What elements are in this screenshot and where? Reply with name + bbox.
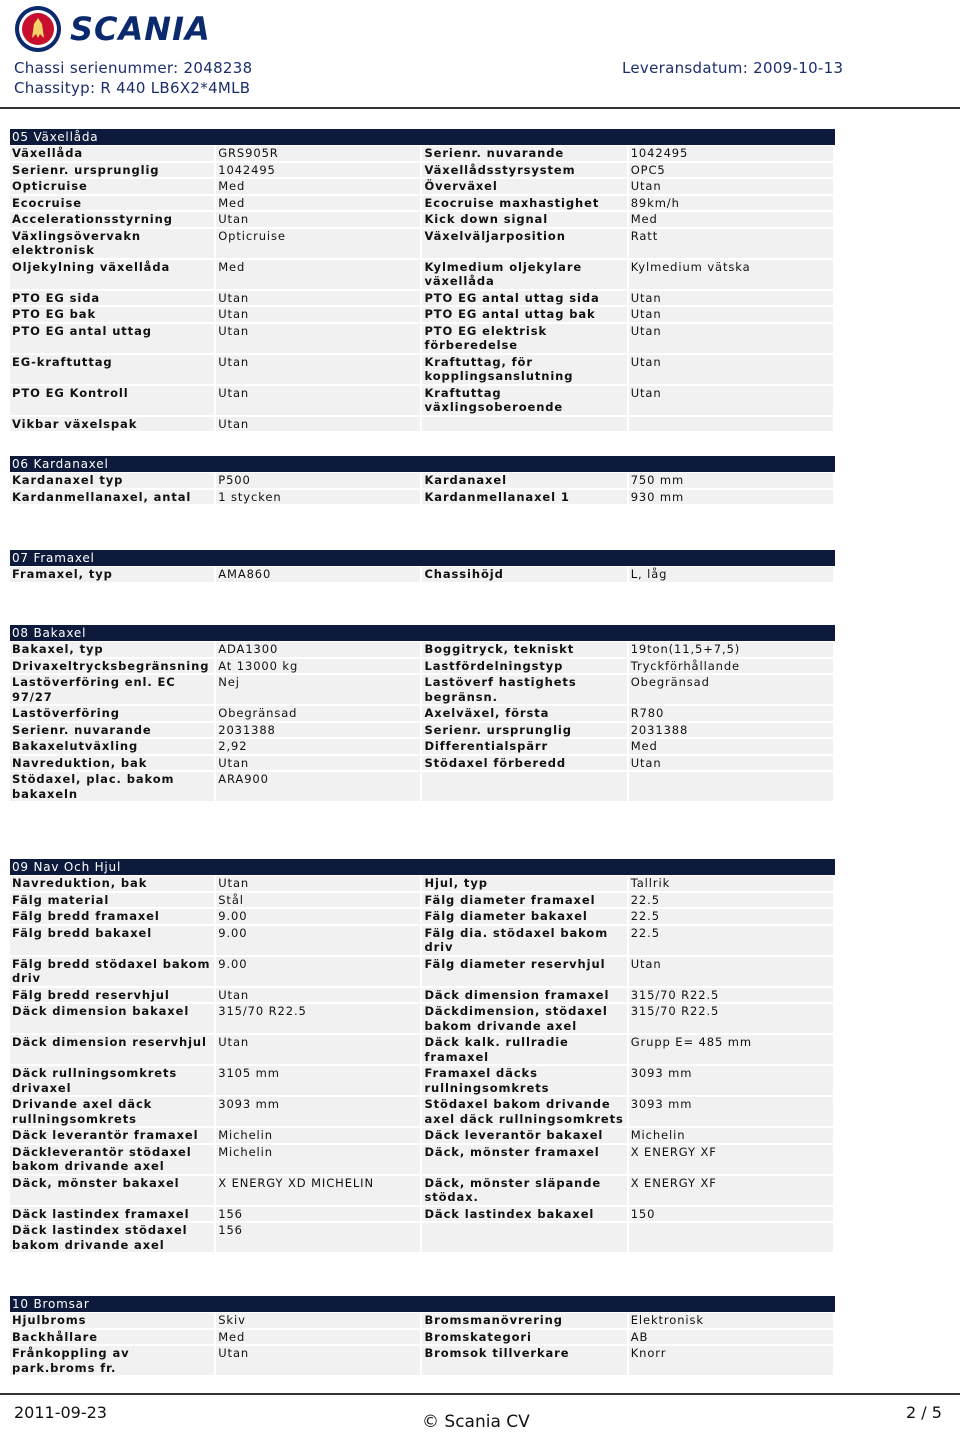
spec-value: R780 xyxy=(629,706,835,721)
spec-label: Hjul, typ xyxy=(422,876,628,891)
spec-value: X ENERGY XF xyxy=(629,1145,835,1174)
spec-label: Oljekylning växellåda xyxy=(10,260,216,289)
spec-label: Fälg diameter bakaxel xyxy=(422,909,628,924)
spec-table xyxy=(10,144,835,433)
spec-label: Däck lastindex stödaxel bakom drivande axel xyxy=(10,1223,216,1252)
spec-label: Fälg material xyxy=(10,893,216,908)
spec-label: Backhållare xyxy=(10,1330,216,1345)
spec-label: Lastöverföring enl. EC 97/27 xyxy=(10,675,216,704)
spec-label: Navreduktion, bak xyxy=(10,756,216,771)
spec-label: Boggitryck, tekniskt xyxy=(422,642,628,657)
spec-value: Utan xyxy=(216,417,422,432)
spec-label: Bakaxel, typ xyxy=(10,642,216,657)
spec-row xyxy=(10,417,835,432)
spec-label: Differentialspärr xyxy=(422,739,628,754)
spec-row xyxy=(10,1145,835,1174)
spec-label: Opticruise xyxy=(10,179,216,194)
spec-label xyxy=(422,417,628,432)
spec-value: X ENERGY XD MICHELIN xyxy=(216,1176,422,1205)
spec-value: Utan xyxy=(216,291,422,306)
spec-value: 1042495 xyxy=(629,146,835,161)
spec-value xyxy=(629,772,835,801)
spec-row xyxy=(10,1035,835,1064)
spec-value: Michelin xyxy=(629,1128,835,1143)
section-title: 06 Kardanaxel xyxy=(10,456,835,472)
spec-row xyxy=(10,473,835,488)
spec-table xyxy=(10,471,835,506)
spec-row xyxy=(10,876,835,891)
spec-row xyxy=(10,1004,835,1033)
spec-row xyxy=(10,146,835,161)
spec-value: Ratt xyxy=(629,229,835,258)
spec-row xyxy=(10,291,835,306)
spec-label: Drivaxeltrycksbegränsning xyxy=(10,659,216,674)
spec-value: Utan xyxy=(216,1035,422,1064)
spec-row xyxy=(10,1330,835,1345)
spec-value: Utan xyxy=(629,386,835,415)
spec-value: ARA900 xyxy=(216,772,422,801)
spec-row xyxy=(10,212,835,227)
chassis-serial: Chassi serienummer: 2048238 xyxy=(14,59,253,77)
spec-label: Stödaxel bakom drivande axel däck rullningsomkrets xyxy=(422,1097,628,1126)
spec-label: Däck rullningsomkrets drivaxel xyxy=(10,1066,216,1095)
spec-value: 2031388 xyxy=(629,723,835,738)
spec-row xyxy=(10,772,835,801)
spec-label: Bromskategori xyxy=(422,1330,628,1345)
spec-value: Med xyxy=(629,212,835,227)
brand-name: SCANIA xyxy=(70,10,211,48)
spec-label: Däck dimension reservhjul xyxy=(10,1035,216,1064)
spec-label: PTO EG antal uttag sida xyxy=(422,291,628,306)
spec-value: Utan xyxy=(216,988,422,1003)
spec-value: Utan xyxy=(216,307,422,322)
spec-label: Framaxel, typ xyxy=(10,567,216,582)
spec-row xyxy=(10,642,835,657)
spec-label: Bromsmanövrering xyxy=(422,1313,628,1328)
spec-row xyxy=(10,163,835,178)
spec-value: Utan xyxy=(629,355,835,384)
spec-row xyxy=(10,1066,835,1095)
spec-label: Axelväxel, första xyxy=(422,706,628,721)
spec-row xyxy=(10,1097,835,1126)
spec-label: PTO EG antal uttag bak xyxy=(422,307,628,322)
spec-value xyxy=(629,417,835,432)
spec-row xyxy=(10,490,835,505)
spec-value xyxy=(629,1223,835,1252)
section-0 xyxy=(10,129,835,433)
spec-label: Lastfördelningstyp xyxy=(422,659,628,674)
spec-value: Utan xyxy=(216,876,422,891)
spec-value: 9.00 xyxy=(216,909,422,924)
spec-label: Kraftuttag växlingsoberoende xyxy=(422,386,628,415)
spec-value: Stål xyxy=(216,893,422,908)
spec-label: Kardanmellanaxel, antal xyxy=(10,490,216,505)
spec-value: 22.5 xyxy=(629,909,835,924)
spec-value: 19ton(11,5+7,5) xyxy=(629,642,835,657)
spec-value: Med xyxy=(216,260,422,289)
spec-label: Fälg diameter reservhjul xyxy=(422,957,628,986)
spec-label: Däck lastindex framaxel xyxy=(10,1207,216,1222)
spec-label: Däckdimension, stödaxel bakom drivande axel xyxy=(422,1004,628,1033)
spec-row xyxy=(10,229,835,258)
spec-label: Stödaxel, plac. bakom bakaxeln xyxy=(10,772,216,801)
spec-value: AB xyxy=(629,1330,835,1345)
spec-label: Växellådsstyrsystem xyxy=(422,163,628,178)
spec-label: Accelerationsstyrning xyxy=(10,212,216,227)
section-4 xyxy=(10,859,835,1254)
spec-value: 750 mm xyxy=(629,473,835,488)
spec-label: Fälg dia. stödaxel bakom driv xyxy=(422,926,628,955)
spec-label: Däck dimension framaxel xyxy=(422,988,628,1003)
spec-row xyxy=(10,1176,835,1205)
spec-value: 22.5 xyxy=(629,893,835,908)
spec-label: Däck, mönster bakaxel xyxy=(10,1176,216,1205)
spec-label: Kick down signal xyxy=(422,212,628,227)
spec-row xyxy=(10,307,835,322)
spec-row xyxy=(10,196,835,211)
spec-value: 930 mm xyxy=(629,490,835,505)
spec-label xyxy=(422,1223,628,1252)
spec-value: Grupp E= 485 mm xyxy=(629,1035,835,1064)
spec-row xyxy=(10,324,835,353)
spec-label: Däck lastindex bakaxel xyxy=(422,1207,628,1222)
spec-value: Opticruise xyxy=(216,229,422,258)
spec-label: Fälg bredd bakaxel xyxy=(10,926,216,955)
spec-value: Med xyxy=(216,196,422,211)
spec-label: Navreduktion, bak xyxy=(10,876,216,891)
section-1 xyxy=(10,456,835,506)
spec-label: Kraftuttag, för kopplingsanslutning xyxy=(422,355,628,384)
spec-value: Obegränsad xyxy=(629,675,835,704)
spec-value: 9.00 xyxy=(216,926,422,955)
spec-value: Utan xyxy=(216,1346,422,1375)
page-number: 2 / 5 xyxy=(906,1403,942,1422)
copyright: © Scania CV xyxy=(422,1412,530,1432)
spec-label: Drivande axel däck rullningsomkrets xyxy=(10,1097,216,1126)
spec-label: Kardanmellanaxel 1 xyxy=(422,490,628,505)
spec-value: OPC5 xyxy=(629,163,835,178)
section-3 xyxy=(10,625,835,803)
spec-value: Utan xyxy=(216,212,422,227)
spec-label: Lastöverf hastighets begränsn. xyxy=(422,675,628,704)
chassis-type: Chassityp: R 440 LB6X2*4MLB xyxy=(14,79,251,97)
spec-row xyxy=(10,386,835,415)
spec-label: Chassihöjd xyxy=(422,567,628,582)
spec-label: Däck leverantör framaxel xyxy=(10,1128,216,1143)
spec-row xyxy=(10,926,835,955)
spec-value: 3093 mm xyxy=(629,1097,835,1126)
spec-label: Växlingsövervakn elektronisk xyxy=(10,229,216,258)
spec-row xyxy=(10,1207,835,1222)
spec-value: Utan xyxy=(629,179,835,194)
spec-label: Däck, mönster släpande stödax. xyxy=(422,1176,628,1205)
spec-row xyxy=(10,909,835,924)
spec-value: AMA860 xyxy=(216,567,422,582)
spec-row xyxy=(10,1128,835,1143)
header-divider xyxy=(0,107,960,109)
spec-row xyxy=(10,957,835,986)
spec-label: PTO EG Kontroll xyxy=(10,386,216,415)
spec-label: Hjulbroms xyxy=(10,1313,216,1328)
spec-value: Elektronisk xyxy=(629,1313,835,1328)
spec-row xyxy=(10,355,835,384)
spec-value: Tallrik xyxy=(629,876,835,891)
spec-value: Med xyxy=(629,739,835,754)
spec-value: Utan xyxy=(216,756,422,771)
spec-row xyxy=(10,675,835,704)
scania-logo xyxy=(12,4,211,54)
spec-table xyxy=(10,640,835,803)
spec-value: Utan xyxy=(216,355,422,384)
spec-value: GRS905R xyxy=(216,146,422,161)
spec-value: Utan xyxy=(216,324,422,353)
delivery-date: Leveransdatum: 2009-10-13 xyxy=(622,59,844,77)
spec-label: Överväxel xyxy=(422,179,628,194)
spec-label: Frånkoppling av park.broms fr. xyxy=(10,1346,216,1375)
spec-value: X ENERGY XF xyxy=(629,1176,835,1205)
spec-label: PTO EG elektrisk förberedelse xyxy=(422,324,628,353)
spec-label: Däck, mönster framaxel xyxy=(422,1145,628,1174)
spec-value: 150 xyxy=(629,1207,835,1222)
spec-label: Fälg bredd stödaxel bakom driv xyxy=(10,957,216,986)
spec-value: 3093 mm xyxy=(216,1097,422,1126)
spec-value: 9.00 xyxy=(216,957,422,986)
spec-label: Bakaxelutväxling xyxy=(10,739,216,754)
spec-value: Tryckförhållande xyxy=(629,659,835,674)
spec-label: Lastöverföring xyxy=(10,706,216,721)
spec-value: 156 xyxy=(216,1207,422,1222)
spec-row xyxy=(10,260,835,289)
section-5 xyxy=(10,1296,835,1377)
spec-label: Däckleverantör stödaxel bakom drivande axel xyxy=(10,1145,216,1174)
spec-value: 1042495 xyxy=(216,163,422,178)
spec-row xyxy=(10,893,835,908)
spec-value: Obegränsad xyxy=(216,706,422,721)
spec-label: Fälg bredd framaxel xyxy=(10,909,216,924)
spec-row xyxy=(10,1346,835,1375)
spec-row xyxy=(10,756,835,771)
spec-value: Utan xyxy=(629,324,835,353)
spec-label: Växelväljarposition xyxy=(422,229,628,258)
spec-value: Kylmedium vätska xyxy=(629,260,835,289)
spec-label: Kardanaxel xyxy=(422,473,628,488)
spec-value: Utan xyxy=(216,386,422,415)
spec-label: Serienr. ursprunglig xyxy=(422,723,628,738)
spec-label: Fälg diameter framaxel xyxy=(422,893,628,908)
spec-label: Däck dimension bakaxel xyxy=(10,1004,216,1033)
spec-label: Däck kalk. rullradie framaxel xyxy=(422,1035,628,1064)
spec-value: P500 xyxy=(216,473,422,488)
print-date: 2011-09-23 xyxy=(14,1403,107,1422)
spec-value: Med xyxy=(216,179,422,194)
spec-row xyxy=(10,659,835,674)
spec-value: 156 xyxy=(216,1223,422,1252)
section-title: 10 Bromsar xyxy=(10,1296,835,1312)
spec-value: Skiv xyxy=(216,1313,422,1328)
spec-label: PTO EG bak xyxy=(10,307,216,322)
spec-value: Med xyxy=(216,1330,422,1345)
spec-label: Vikbar växelspak xyxy=(10,417,216,432)
spec-label: Stödaxel förberedd xyxy=(422,756,628,771)
spec-value: At 13000 kg xyxy=(216,659,422,674)
spec-label: Serienr. ursprunglig xyxy=(10,163,216,178)
spec-value: Utan xyxy=(629,756,835,771)
spec-label: PTO EG antal uttag xyxy=(10,324,216,353)
spec-value: Utan xyxy=(629,957,835,986)
section-title: 09 Nav Och Hjul xyxy=(10,859,835,875)
spec-value: L, låg xyxy=(629,567,835,582)
griffin-emblem-icon xyxy=(12,4,64,54)
section-2 xyxy=(10,550,835,584)
spec-value: 3093 mm xyxy=(629,1066,835,1095)
spec-row xyxy=(10,723,835,738)
spec-label: Kylmedium oljekylare växellåda xyxy=(422,260,628,289)
spec-label: Fälg bredd reservhjul xyxy=(10,988,216,1003)
spec-label: Däck leverantör bakaxel xyxy=(422,1128,628,1143)
spec-label: Ecocruise maxhastighet xyxy=(422,196,628,211)
spec-row xyxy=(10,988,835,1003)
spec-table xyxy=(10,565,835,584)
spec-label: Ecocruise xyxy=(10,196,216,211)
spec-table xyxy=(10,874,835,1254)
spec-value: Knorr xyxy=(629,1346,835,1375)
spec-value: 315/70 R22.5 xyxy=(629,1004,835,1033)
spec-row xyxy=(10,1223,835,1252)
section-title: 07 Framaxel xyxy=(10,550,835,566)
spec-label: Serienr. nuvarande xyxy=(10,723,216,738)
spec-value: Utan xyxy=(629,307,835,322)
spec-label: Kardanaxel typ xyxy=(10,473,216,488)
spec-row xyxy=(10,739,835,754)
footer-divider xyxy=(0,1393,960,1395)
spec-value: Michelin xyxy=(216,1128,422,1143)
spec-value: 2031388 xyxy=(216,723,422,738)
spec-value: Michelin xyxy=(216,1145,422,1174)
spec-label: PTO EG sida xyxy=(10,291,216,306)
spec-row xyxy=(10,179,835,194)
spec-label: Växellåda xyxy=(10,146,216,161)
spec-row xyxy=(10,1313,835,1328)
spec-label: Bromsok tillverkare xyxy=(422,1346,628,1375)
spec-value: 1 stycken xyxy=(216,490,422,505)
section-title: 08 Bakaxel xyxy=(10,625,835,641)
spec-value: 3105 mm xyxy=(216,1066,422,1095)
spec-value: 315/70 R22.5 xyxy=(629,988,835,1003)
spec-value: 89km/h xyxy=(629,196,835,211)
spec-table xyxy=(10,1311,835,1377)
spec-value: Nej xyxy=(216,675,422,704)
spec-value: 315/70 R22.5 xyxy=(216,1004,422,1033)
spec-row xyxy=(10,706,835,721)
spec-value: ADA1300 xyxy=(216,642,422,657)
spec-value: 22.5 xyxy=(629,926,835,955)
spec-label: Framaxel däcks rullningsomkrets xyxy=(422,1066,628,1095)
spec-value: 2,92 xyxy=(216,739,422,754)
spec-row xyxy=(10,567,835,582)
spec-label: Serienr. nuvarande xyxy=(422,146,628,161)
spec-value: Utan xyxy=(629,291,835,306)
section-title: 05 Växellåda xyxy=(10,129,835,145)
spec-label: EG-kraftuttag xyxy=(10,355,216,384)
spec-label xyxy=(422,772,628,801)
